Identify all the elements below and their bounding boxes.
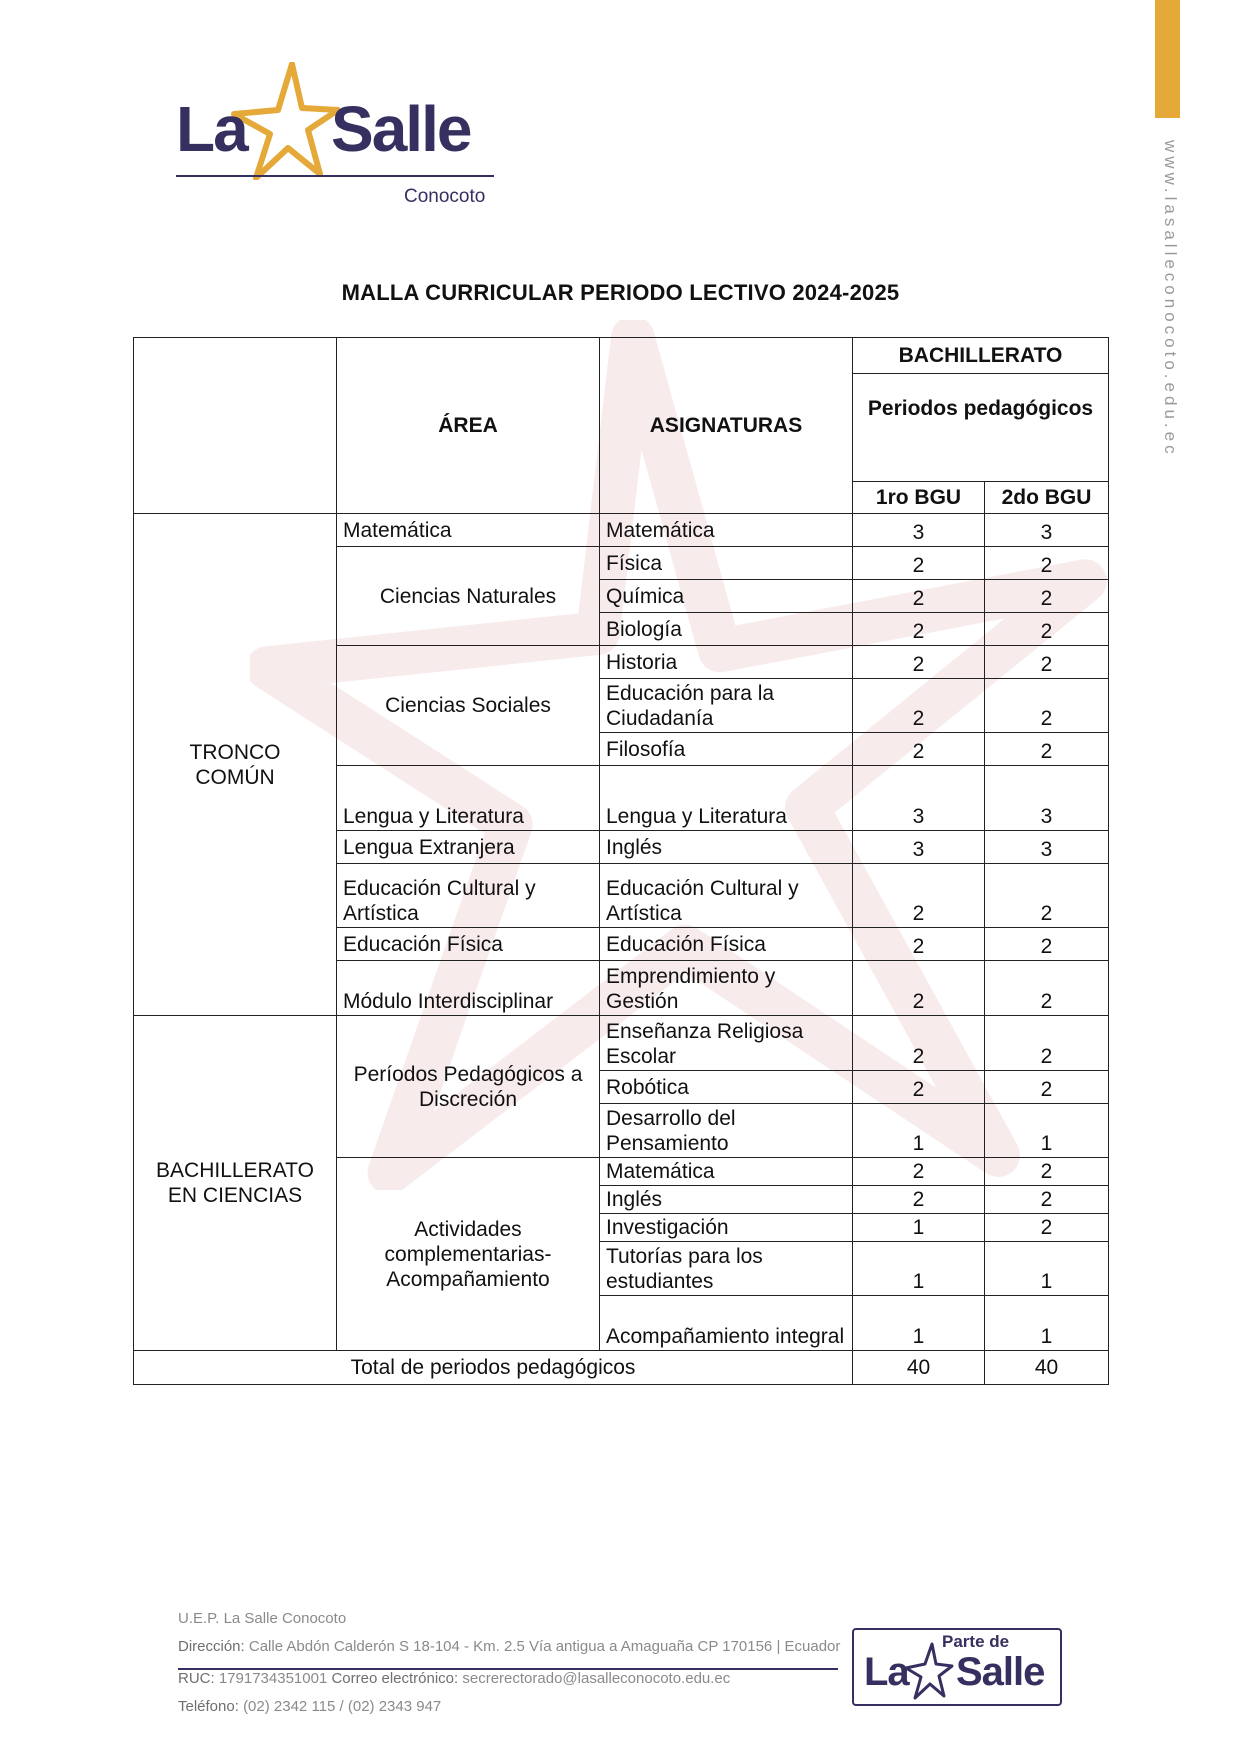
area-ciencias-naturales: Ciencias Naturales: [337, 547, 600, 646]
logo-text-salle: Salle: [331, 93, 471, 165]
value-2do: 2: [985, 864, 1109, 928]
area-lengua-extranjera: Lengua Extranjera: [337, 831, 600, 864]
header-periodos: Periodos pedagógicos: [853, 374, 1109, 482]
subject-cell: Historia: [600, 646, 853, 679]
value-1ro: 1: [853, 1214, 985, 1242]
subject-cell: Matemática: [600, 1158, 853, 1186]
footer-address: [178, 1633, 840, 1661]
area-actividades-complementarias: Actividades complementarias-Acompañamiento: [337, 1158, 600, 1351]
subject-cell: Matemática: [600, 514, 853, 547]
total-1ro: 40: [853, 1351, 985, 1385]
subject-cell: Investigación: [600, 1214, 853, 1242]
value-2do: 2: [985, 1158, 1109, 1186]
value-2do: 2: [985, 580, 1109, 613]
value-1ro: 2: [853, 1158, 985, 1186]
value-1ro: 2: [853, 613, 985, 646]
area-educacion-cultural: Educación Cultural y Artística: [337, 864, 600, 928]
value-2do: 2: [985, 679, 1109, 733]
badge-star-icon: [904, 1642, 954, 1700]
value-1ro: 2: [853, 1071, 985, 1104]
badge-text-salle: Salle: [956, 1650, 1045, 1694]
value-2do: 2: [985, 613, 1109, 646]
group-header-blank: [134, 338, 337, 514]
header-asignaturas: ASIGNATURAS: [600, 338, 853, 514]
value-1ro: 2: [853, 679, 985, 733]
phone-label: Teléfono:: [178, 1698, 239, 1715]
subject-cell: Lengua y Literatura: [600, 766, 853, 831]
value-2do: 2: [985, 961, 1109, 1016]
subject-cell: Emprendimiento y Gestión: [600, 961, 853, 1016]
value-2do: 3: [985, 831, 1109, 864]
value-2do: 2: [985, 928, 1109, 961]
area-periodos-discrecion: Períodos Pedagógicos a Discreción: [337, 1016, 600, 1158]
subject-cell: Inglés: [600, 831, 853, 864]
curriculum-table-body: [133, 337, 1109, 1385]
subject-cell: Tutorías para los estudiantes: [600, 1242, 853, 1296]
gold-accent-bar: [1155, 0, 1180, 118]
value-2do: 2: [985, 1016, 1109, 1071]
parte-de-la-salle-badge: [852, 1628, 1062, 1706]
subject-cell: Educación Cultural y Artística: [600, 864, 853, 928]
email-value: secrerectorado@lasalleconocoto.edu.ec: [462, 1670, 731, 1687]
footer-phone: [178, 1693, 840, 1721]
value-1ro: 3: [853, 514, 985, 547]
total-label: Total de periodos pedagógicos: [134, 1351, 853, 1385]
subject-cell: Enseñanza Religiosa Escolar: [600, 1016, 853, 1071]
header-bachillerato: BACHILLERATO: [853, 338, 1109, 374]
area-educacion-fisica: Educación Física: [337, 928, 600, 961]
subject-cell: Acompañamiento integral: [600, 1296, 853, 1351]
area-lengua-literatura: Lengua y Literatura: [337, 766, 600, 831]
value-1ro: 2: [853, 928, 985, 961]
value-2do: 2: [985, 1071, 1109, 1104]
ruc-value: 1791734351001: [218, 1670, 328, 1687]
subject-cell: Química: [600, 580, 853, 613]
value-2do: 2: [985, 1186, 1109, 1214]
subject-cell: Robótica: [600, 1071, 853, 1104]
value-2do: 2: [985, 547, 1109, 580]
header-area: ÁREA: [337, 338, 600, 514]
subject-cell: Desarrollo del Pensamiento: [600, 1104, 853, 1158]
value-1ro: 2: [853, 646, 985, 679]
area-matematica: Matemática: [337, 514, 600, 547]
value-2do: 3: [985, 766, 1109, 831]
value-1ro: 1: [853, 1296, 985, 1351]
footer-contact: [178, 1605, 840, 1721]
la-salle-logo: [176, 62, 496, 212]
value-1ro: 3: [853, 766, 985, 831]
value-1ro: 3: [853, 831, 985, 864]
subject-cell: Educación para la Ciudadanía: [600, 679, 853, 733]
header-2do-bgu: 2do BGU: [985, 482, 1109, 514]
value-2do: 3: [985, 514, 1109, 547]
logo-underline: [176, 175, 494, 177]
group-tronco-comun: TRONCO COMÚN: [134, 514, 337, 1016]
subject-cell: Biología: [600, 613, 853, 646]
group-bachillerato-ciencias: BACHILLERATO EN CIENCIAS: [134, 1016, 337, 1351]
phone-value: (02) 2342 115 / (02) 2343 947: [243, 1698, 442, 1715]
total-2do: 40: [985, 1351, 1109, 1385]
badge-text-la: La: [864, 1650, 909, 1694]
email-label: Correo electrónico:: [331, 1670, 459, 1687]
area-modulo-interdisciplinar: Módulo Interdisciplinar: [337, 961, 600, 1016]
subject-cell: Física: [600, 547, 853, 580]
value-1ro: 2: [853, 1016, 985, 1071]
value-1ro: 2: [853, 580, 985, 613]
value-1ro: 2: [853, 961, 985, 1016]
document-title: MALLA CURRICULAR PERIODO LECTIVO 2024-2025: [341, 280, 900, 305]
value-2do: 2: [985, 733, 1109, 766]
address-label: Dirección:: [178, 1638, 245, 1655]
value-2do: 1: [985, 1104, 1109, 1158]
badge-top-text: Parte de: [942, 1632, 1010, 1651]
ruc-label: RUC:: [178, 1670, 215, 1687]
subject-cell: Filosofía: [600, 733, 853, 766]
subject-cell: Educación Física: [600, 928, 853, 961]
value-1ro: 2: [853, 733, 985, 766]
value-2do: 1: [985, 1242, 1109, 1296]
logo-text-la: La: [176, 93, 247, 165]
subject-cell: Inglés: [600, 1186, 853, 1214]
value-2do: 2: [985, 1214, 1109, 1242]
footer-institution: U.E.P. La Salle Conocoto: [178, 1610, 347, 1627]
header-1ro-bgu: 1ro BGU: [853, 482, 985, 514]
footer-divider: [178, 1668, 838, 1670]
logo-subtitle: Conocoto: [404, 186, 486, 207]
address-value: Calle Abdón Calderón S 18-104 - Km. 2.5 Vía antigua a Amaguaña CP 170156 | Ecuador: [248, 1638, 841, 1655]
value-1ro: 2: [853, 1186, 985, 1214]
value-1ro: 1: [853, 1104, 985, 1158]
value-2do: 2: [985, 646, 1109, 679]
value-2do: 1: [985, 1296, 1109, 1351]
value-1ro: 2: [853, 547, 985, 580]
value-1ro: 2: [853, 864, 985, 928]
website-vertical-text: www.lasalleconocoto.edu.ec: [1161, 140, 1180, 458]
value-1ro: 1: [853, 1242, 985, 1296]
area-ciencias-sociales: Ciencias Sociales: [337, 646, 600, 766]
